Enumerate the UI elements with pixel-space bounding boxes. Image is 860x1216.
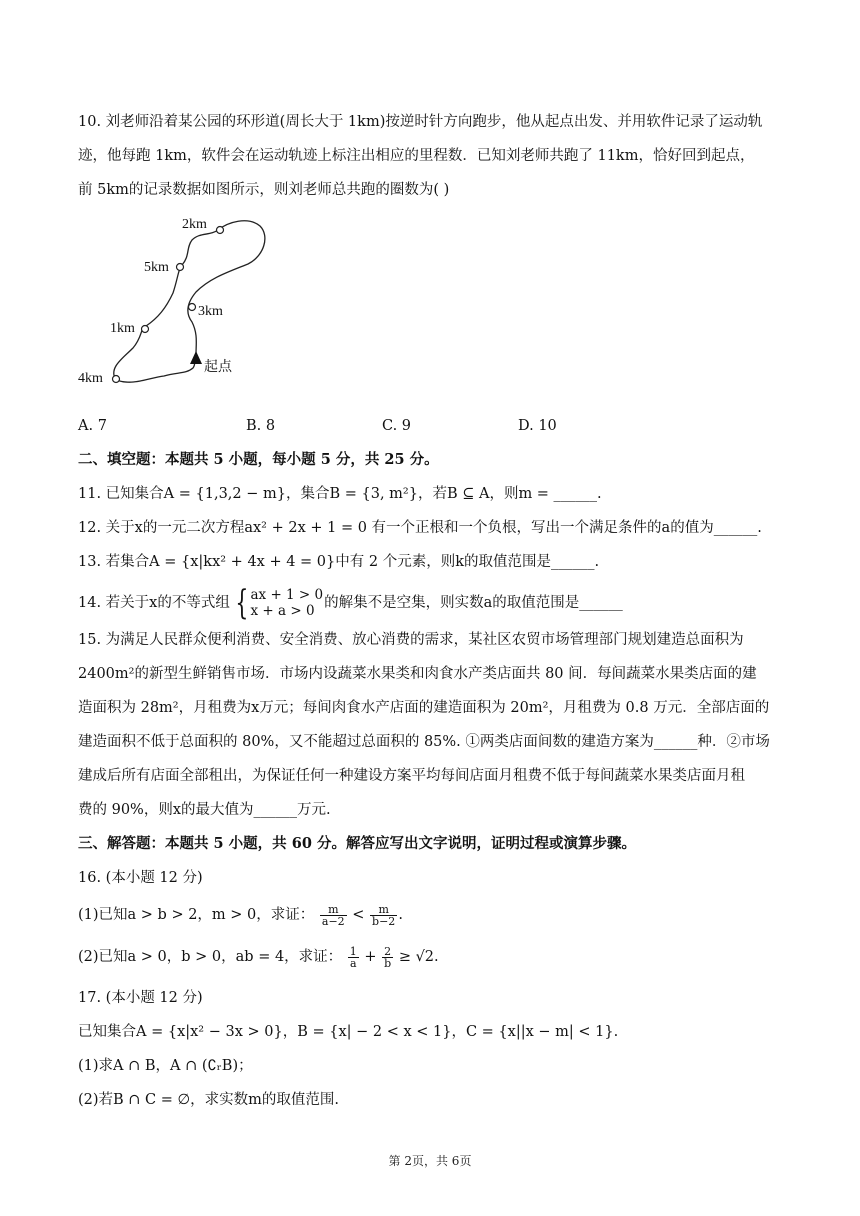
q15-line-5: 建成后所有店面全部租出，为保证任何一种建设方案平均每间店面月租费不低于每间蔬菜水果类店面月租 (78, 768, 745, 784)
section-3-heading: 三、解答题：本题共 5 小题，共 60 分。解答应写出文字说明，证明过程或演算步骤。 (78, 835, 636, 852)
q16-p1-fraction-2: $\frac{m}{b-2}$ (372, 902, 396, 928)
section-2-heading: 二、填空题：本题共 5 小题，每小题 5 分，共 25 分。 (78, 451, 439, 468)
q10-line-3: 前 5km的记录数据如图所示，则刘老师总共跑的圈数为( ) (78, 182, 450, 198)
q16-p1-relation: < (352, 907, 365, 923)
q10-option-d: D. 10 (518, 418, 557, 434)
q14-prefix: 14. 若关于x的不等式组 (78, 595, 230, 611)
q14-row-2: x + a > 0 (250, 603, 315, 619)
label-start: 起点 (204, 360, 232, 375)
q15-line-3: 造面积为 28m²，月租费为x万元；每间肉食水产店面的建造面积为 20m²，月租费为 0.8 万元．全部店面的 (78, 700, 770, 716)
marker-1km (142, 326, 149, 333)
q10-option-a: A. 7 (78, 418, 107, 434)
page-footer: 第 2页，共 6页 (388, 1154, 472, 1168)
q15-line-2: 2400m²的新型生鲜销售市场．市场内设蔬菜水果类和肉食水产类店面共 80 间．每间蔬菜水果类店面的建 (78, 666, 757, 682)
q15-line-1: 15. 为满足人民群众便利消费、安全消费、放心消费的需求，某社区农贸市场管理部门规划建造总面积为 (78, 632, 744, 648)
q16-part-2: (2)已知a > 0，b > 0，ab = 4，求证： $\frac{1}{a}$ + $\frac{2}{b}$ ≥ √2. (78, 944, 439, 970)
label-1km: 1km (110, 321, 135, 336)
running-track-figure (78, 208, 278, 388)
q11: 11. 已知集合A = {1,3,2 − m}，集合B = {3, m²}，若B ⊆ A，则m = ______. (78, 486, 602, 502)
marker-3km (189, 304, 196, 311)
track-path (114, 221, 265, 382)
label-5km: 5km (144, 260, 169, 275)
q17-line-2: (1)求A ∩ B，A ∩ (∁ᵣB)； (78, 1058, 253, 1074)
q10-option-b: B. 8 (246, 418, 276, 434)
q10-option-c: C. 9 (382, 418, 412, 434)
q14-inequality-system: { ax + 1 > 0 x + a > 0 (235, 583, 324, 623)
q17-line-3: (2)若B ∩ C = ∅，求实数m的取值范围. (78, 1092, 340, 1108)
q17-title: 17. (本小题 12 分) (78, 990, 203, 1006)
marker-2km (217, 227, 224, 234)
q14-row-1: ax + 1 > 0 (250, 587, 324, 603)
label-3km: 3km (198, 304, 223, 319)
start-triangle-icon (190, 351, 202, 364)
marker-4km (113, 376, 120, 383)
q16-p2-prefix: (2)已知a > 0，b > 0，ab = 4，求证： (78, 949, 343, 965)
q12: 12. 关于x的一元二次方程ax² + 2x + 1 = 0 有一个正根和一个负根，写出一个满足条件的a的值为______. (78, 520, 762, 536)
q16-p1-fraction-1: $\frac{m}{a-2}$ (321, 902, 345, 928)
q13: 13. 若集合A = {x|kx² + 4x + 4 = 0}中有 2 个元素，则k的取值范围是______. (78, 554, 600, 570)
q15-line-6: 费的 90%，则x的最大值为______万元. (78, 802, 331, 818)
q10-line-1: 10. 刘老师沿着某公园的环形道(周长大于 1km)按逆时针方向跑步，他从起点出发、并用软件记录了运动轨 (78, 114, 763, 130)
q10-line-2: 迹，他每跑 1km，软件会在运动轨迹上标注出相应的里程数．已知刘老师共跑了 11km，恰好回到起点， (78, 148, 755, 164)
q17-line-1: 已知集合A = {x|x² − 3x > 0}，B = {x| − 2 < x < 1}，C = {x||x − m| < 1}. (78, 1024, 619, 1040)
q16-p2-fraction-2: $\frac{2}{b}$ (384, 944, 392, 970)
marker-5km (177, 264, 184, 271)
q15-line-4: 建造面积不低于总面积的 80%，又不能超过总面积的 85%. ①两类店面间数的建造方案为______种．②市场 (78, 734, 770, 750)
label-4km: 4km (78, 371, 103, 386)
q14 (78, 583, 623, 623)
q14-suffix: 的解集不是空集，则实数a的取值范围是______ (324, 595, 623, 611)
q16-part-1: (1)已知a > b > 2，m > 0，求证： $\frac{m}{a-2}$ < $\frac{m}{b-2}$ . (78, 902, 403, 928)
q16-p1-prefix: (1)已知a > b > 2，m > 0，求证： (78, 907, 315, 923)
label-2km: 2km (182, 217, 207, 232)
q16-p2-fraction-1: $\frac{1}{a}$ (349, 944, 357, 970)
q16-title: 16. (本小题 12 分) (78, 870, 203, 886)
